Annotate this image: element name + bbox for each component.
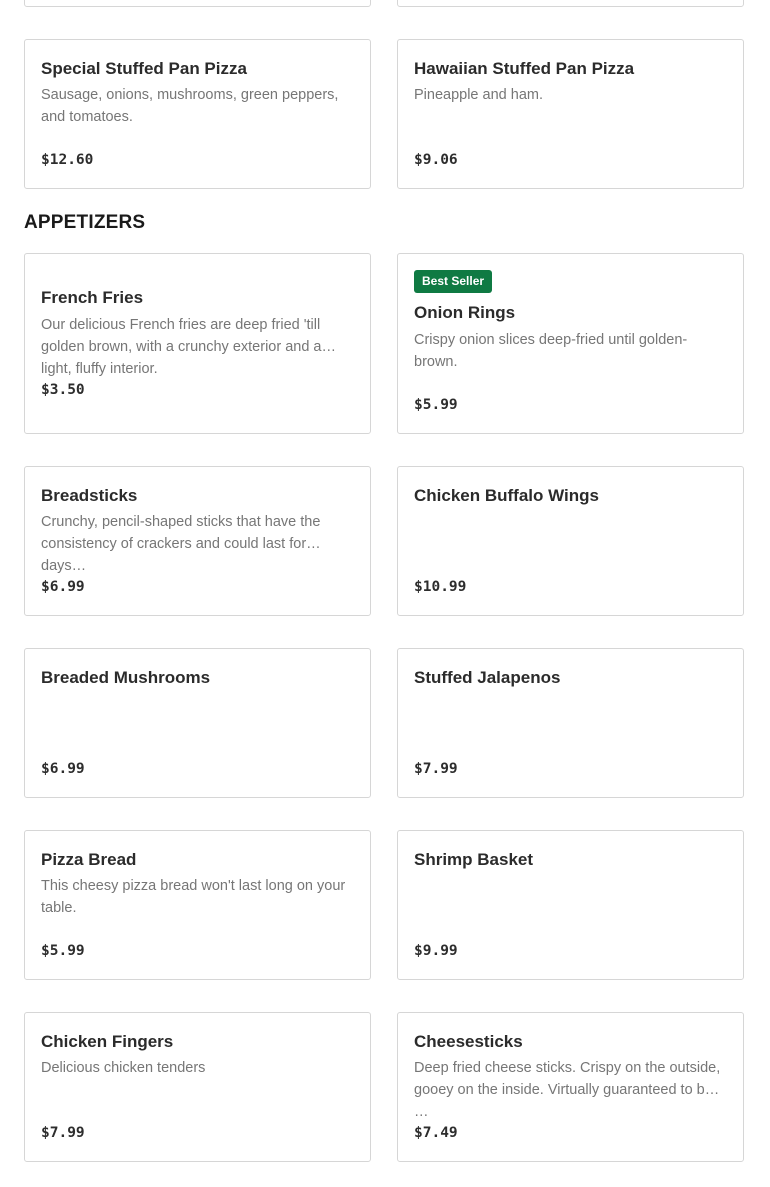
item-description: Deep fried cheese sticks. Crispy on the outside, gooey on the inside. Virtually guaranteed to be …: [414, 1060, 721, 1120]
item-name: Breadsticks: [41, 486, 138, 505]
menu-item-card[interactable]: [397, 1012, 744, 1162]
item-description: Crispy onion slices deep-fried until golden-brown.: [414, 332, 688, 370]
menu-item-card[interactable]: [397, 830, 744, 980]
item-name: Shrimp Basket: [414, 850, 534, 869]
item-price: $7.99: [414, 761, 458, 777]
item-name: Chicken Buffalo Wings: [414, 486, 599, 505]
item-name: Hawaiian Stuffed Pan Pizza: [414, 59, 635, 78]
menu-item-card-partial[interactable]: [24, 0, 371, 7]
item-description: Our delicious French fries are deep fried 'till golden brown, with a crunchy exterior and a light, fluffy interior.: [41, 317, 322, 377]
item-name: Chicken Fingers: [41, 1032, 174, 1051]
menu-item-card[interactable]: [24, 648, 371, 798]
menu-item-card[interactable]: [24, 830, 371, 980]
item-price: $5.99: [41, 943, 85, 959]
menu-item-card[interactable]: [24, 466, 371, 616]
menu-item-card[interactable]: [397, 466, 744, 616]
item-price: $6.99: [41, 761, 85, 777]
menu-item-card[interactable]: [397, 648, 744, 798]
menu-item-card-partial[interactable]: [397, 0, 744, 7]
item-name: Special Stuffed Pan Pizza: [41, 59, 247, 78]
item-description: Sausage, onions, mushrooms, green peppers, and tomatoes.: [41, 87, 339, 125]
item-price: $5.99: [414, 397, 458, 413]
menu-item-card[interactable]: [24, 1012, 371, 1162]
item-name: Onion Rings: [414, 303, 516, 322]
item-name: Pizza Bread: [41, 850, 137, 869]
item-price: $9.99: [414, 943, 458, 959]
item-price: $6.99: [41, 579, 85, 595]
item-price: $3.50: [41, 382, 85, 398]
menu-item-card[interactable]: [24, 253, 371, 434]
item-description: Crunchy, pencil-shaped sticks that have the consistency of crackers and could last for days…: [41, 514, 321, 574]
item-price: $7.99: [41, 1125, 85, 1141]
item-price: $7.49: [414, 1125, 458, 1141]
item-description: This cheesy pizza bread won't last long on your table.: [41, 878, 346, 916]
section-title-appetizers: APPETIZERS: [24, 212, 146, 233]
item-price: $12.60: [41, 152, 94, 168]
menu-item-card[interactable]: [24, 39, 371, 189]
item-name: French Fries: [41, 288, 144, 307]
item-name: Cheesesticks: [414, 1032, 523, 1051]
item-name: Breaded Mushrooms: [41, 668, 211, 687]
item-name: Stuffed Jalapenos: [414, 668, 561, 687]
item-price: $10.99: [414, 579, 467, 595]
menu-item-card[interactable]: [397, 253, 744, 434]
best-seller-badge: Best Seller: [414, 270, 492, 293]
menu-item-card[interactable]: [397, 39, 744, 189]
item-description: Pineapple and ham.: [414, 87, 543, 103]
item-price: $9.06: [414, 152, 458, 168]
item-description: Delicious chicken tenders: [41, 1060, 206, 1076]
